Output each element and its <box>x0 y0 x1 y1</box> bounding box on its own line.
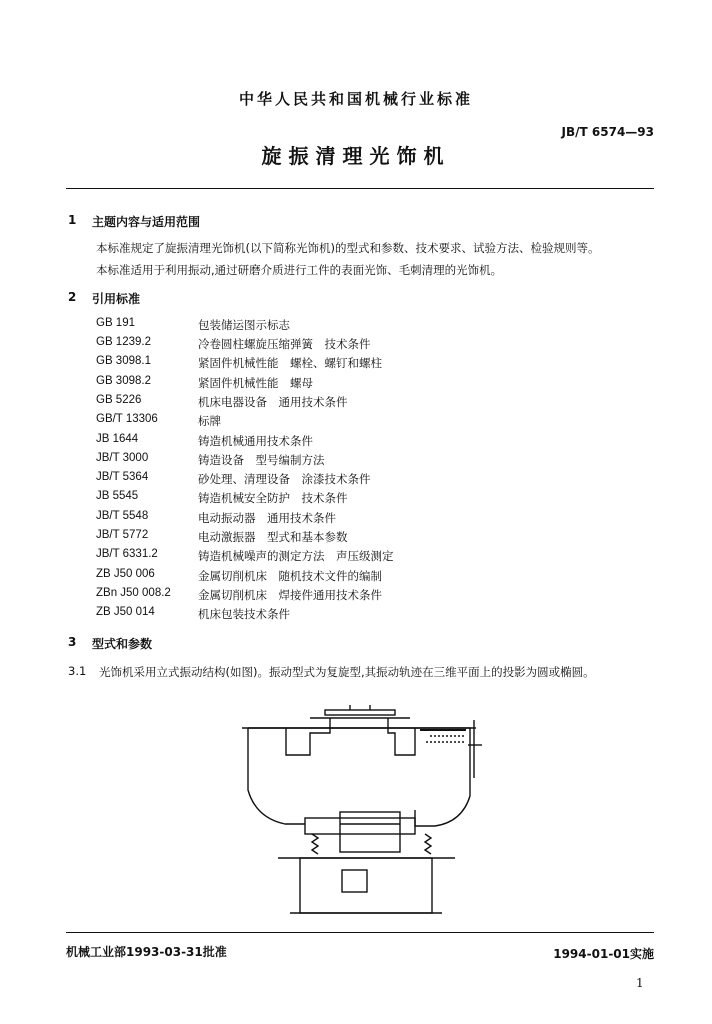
ref-title: 电动振动器 通用技术条件 <box>198 511 336 525</box>
section3-heading: 型式和参数 <box>92 637 153 651</box>
ref-title: 铸造机械噪声的测定方法 声压级测定 <box>198 549 394 563</box>
ref-title: 电动激振器 型式和基本参数 <box>198 530 348 544</box>
section3-number: 3 <box>68 635 77 649</box>
ref-title: 铸造机械安全防护 技术条件 <box>198 491 348 505</box>
ref-code: GB/T 13306 <box>96 413 158 425</box>
ref-code: JB/T 5548 <box>96 510 149 522</box>
ref-title: 金属切削机床 随机技术文件的编制 <box>198 569 382 583</box>
ref-code: JB/T 6331.2 <box>96 548 158 560</box>
section1-heading: 主题内容与适用范围 <box>92 215 201 229</box>
ref-code: ZB J50 006 <box>96 568 155 580</box>
document-title: 旋振清理光饰机 <box>261 144 451 168</box>
ref-code: GB 191 <box>96 317 135 329</box>
standard-code: JB/T 6574—93 <box>561 125 654 139</box>
ref-code: GB 1239.2 <box>96 336 151 348</box>
ref-title: 冷卷圆柱螺旋压缩弹簧 技术条件 <box>198 337 371 351</box>
implementation-date: 1994-01-01实施 <box>553 947 654 961</box>
ref-title: 金属切削机床 焊接件通用技术条件 <box>198 588 382 602</box>
ref-code: JB/T 5364 <box>96 471 149 483</box>
spring-right <box>425 834 431 854</box>
ref-code: JB/T 3000 <box>96 452 149 464</box>
ref-code: ZB J50 014 <box>96 606 155 618</box>
lid-plate <box>325 710 395 715</box>
clause-number: 3.1 <box>68 664 87 678</box>
page-number: 1 <box>636 976 644 990</box>
ref-title: 紧固件机械性能 螺母 <box>198 376 313 390</box>
ref-title: 紧固件机械性能 螺栓、螺钉和螺柱 <box>198 356 382 370</box>
ref-title: 机床电器设备 通用技术条件 <box>198 395 348 409</box>
ref-title: 机床包装技术条件 <box>198 607 290 621</box>
ref-code: JB 1644 <box>96 433 139 445</box>
section1-paragraph-1: 本标准规定了旋振清理光饰机(以下简称光饰机)的型式和参数、技术要求、试验方法、检验规则等。 <box>96 241 600 255</box>
section1-paragraph-2: 本标准适用于利用振动,通过研磨介质进行工件的表面光饰、毛刺清理的光饰机。 <box>96 263 503 277</box>
ref-code: ZBn J50 008.2 <box>96 587 171 599</box>
ref-code: GB 5226 <box>96 394 142 406</box>
vibration-frame <box>305 818 415 834</box>
ref-code: GB 3098.1 <box>96 355 151 367</box>
machine-base <box>300 858 432 913</box>
ref-code: JB 5545 <box>96 490 139 502</box>
bowl-left <box>248 728 305 824</box>
ref-code: GB 3098.2 <box>96 375 151 387</box>
footer-divider <box>66 932 654 933</box>
inner-column-left <box>286 718 330 755</box>
ref-title: 标牌 <box>198 414 221 428</box>
section2-number: 2 <box>68 290 77 304</box>
spring-left <box>312 834 318 854</box>
ref-title: 铸造机械通用技术条件 <box>198 434 313 448</box>
clause-3-1-text: 光饰机采用立式振动结构(如图)。振动型式为复旋型,其振动轨迹在三维平面上的投影为圆或椭圆。 <box>99 665 595 679</box>
ref-code: JB/T 5772 <box>96 529 149 541</box>
approval-date: 机械工业部1993-03-31批准 <box>66 945 227 959</box>
inner-column-right <box>388 718 415 755</box>
control-box <box>342 870 367 892</box>
section2-heading: 引用标准 <box>92 292 141 306</box>
vibratory-finishing-machine-figure <box>230 700 495 920</box>
ref-title: 包装储运图示标志 <box>198 318 290 332</box>
issuing-organization: 中华人民共和国机械行业标准 <box>238 90 473 108</box>
section1-number: 1 <box>68 213 77 227</box>
ref-title: 铸造设备 型号编制方法 <box>198 453 325 467</box>
ref-title: 砂处理、清理设备 涂漆技术条件 <box>198 472 371 486</box>
header-divider <box>66 188 654 189</box>
bowl-right <box>248 728 470 826</box>
